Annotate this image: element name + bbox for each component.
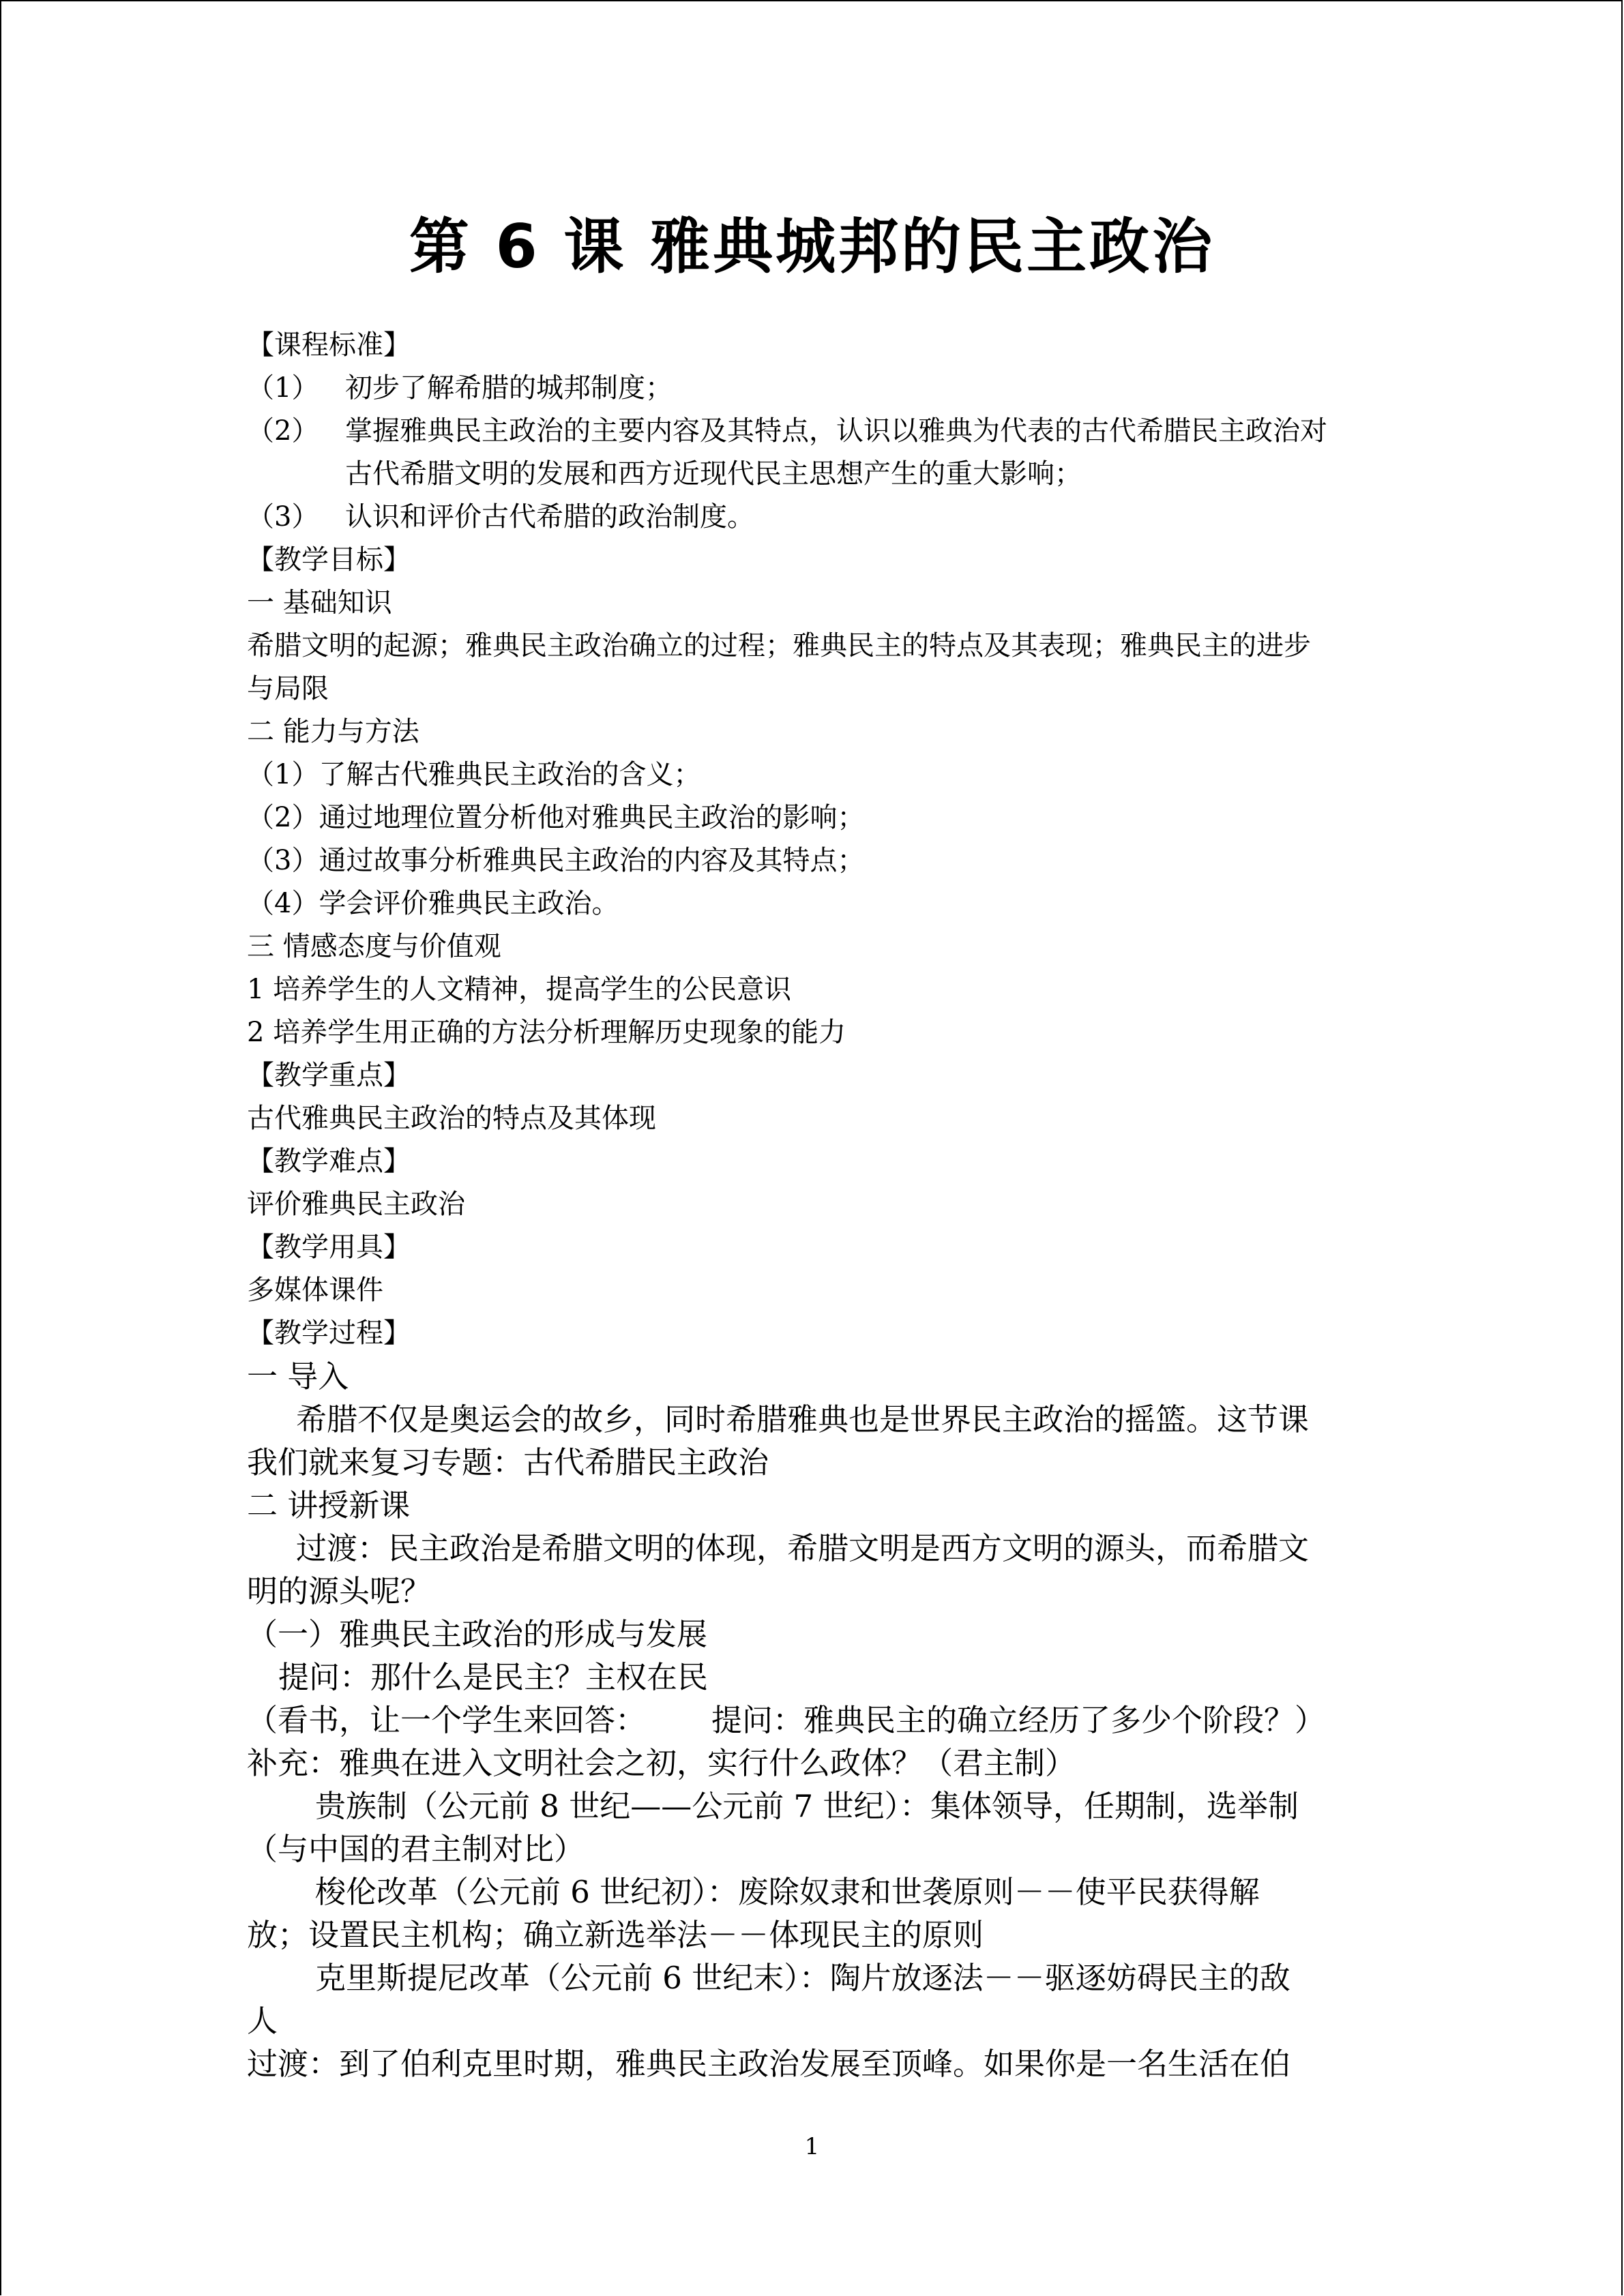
paragraph-line: 梭伦改革（公元前 6 世纪初）：废除奴隶和世袭原则－－使平民获得解 — [315, 1874, 1260, 1910]
list-item: （3）通过故事分析雅典民主政治的内容及其特点； — [247, 845, 865, 876]
curriculum-item — [247, 410, 1379, 453]
paragraph-line: 希腊不仅是奥运会的故乡，同时希腊雅典也是世界民主政治的摇篮。这节课 — [296, 1401, 1310, 1437]
goals-subheading: 三 情感态度与价值观 — [247, 931, 501, 962]
paragraph-line: 我们就来复习专题：古代希腊民主政治 — [247, 1444, 769, 1480]
paragraph-line: 人 — [247, 2003, 278, 2039]
paragraph-line: 补充：雅典在进入文明社会之初，实行什么政体？（君主制） — [247, 1745, 1076, 1781]
difficulty-heading: 【教学难点】 — [247, 1146, 411, 1177]
paragraph-line: 希腊文明的起源；雅典民主政治确立的过程；雅典民主的特点及其表现；雅典民主的进步 — [247, 630, 1311, 661]
paragraph-line: 过渡：到了伯利克里时期，雅典民主政治发展至顶峰。如果你是一名生活在伯 — [247, 2046, 1291, 2082]
list-item: 1 培养学生的人文精神，提高学生的公民意识 — [247, 974, 792, 1005]
section-title: （一）雅典民主政治的形成与发展 — [247, 1616, 708, 1652]
key-heading: 【教学重点】 — [247, 1060, 411, 1091]
goals-subheading: 二 能力与方法 — [247, 716, 419, 747]
goals-subheading: 一 基础知识 — [247, 587, 392, 618]
text-span: （看书，让一个学生来回答： — [247, 1702, 647, 1738]
curriculum-item — [247, 496, 1379, 539]
curriculum-heading: 【课程标准】 — [247, 329, 411, 361]
list-item: 2 培养学生用正确的方法分析理解历史现象的能力 — [247, 1017, 846, 1048]
intro-title: 一 导入 — [247, 1358, 349, 1395]
document-body — [247, 324, 1379, 2085]
item-number: （2） — [247, 415, 319, 447]
paragraph-line: 多媒体课件 — [247, 1274, 383, 1306]
item-text: 认识和评价古代希腊的政治制度。 — [345, 501, 754, 533]
curriculum-item — [247, 367, 1379, 410]
item-number: （1） — [247, 372, 319, 404]
item-text: 掌握雅典民主政治的主要内容及其特点，认识以雅典为代表的古代希腊民主政治对 — [345, 415, 1327, 447]
paragraph-line: 古代雅典民主政治的特点及其体现 — [247, 1103, 656, 1134]
list-item: （2）通过地理位置分析他对雅典民主政治的影响； — [247, 802, 865, 833]
tools-heading: 【教学用具】 — [247, 1232, 411, 1263]
paragraph-line: （与中国的君主制对比） — [247, 1831, 585, 1867]
list-item: （1）了解古代雅典民主政治的含义； — [247, 759, 701, 790]
item-number: （3） — [247, 501, 319, 533]
goals-heading: 【教学目标】 — [247, 544, 411, 576]
curriculum-item-continuation: 古代希腊文明的发展和西方近现代民主思想产生的重大影响； — [345, 458, 1082, 490]
paragraph-line: 贵族制（公元前 8 世纪——公元前 7 世纪）：集体领导，任期制，选举制 — [315, 1788, 1299, 1824]
page-number: 1 — [804, 2133, 820, 2160]
text-span: 提问：雅典民主的确立经历了多少个阶段？） — [711, 1702, 1326, 1738]
new-lesson-title: 二 讲授新课 — [247, 1487, 411, 1523]
paragraph-line: 放；设置民主机构；确立新选举法－－体现民主的原则 — [247, 1917, 984, 1953]
item-text: 初步了解希腊的城邦制度； — [345, 372, 673, 404]
paragraph-line: 评价雅典民主政治 — [247, 1189, 465, 1220]
paragraph-line: 与局限 — [247, 673, 329, 704]
paragraph-line: 过渡：民主政治是希腊文明的体现，希腊文明是西方文明的源头，而希腊文 — [296, 1530, 1310, 1566]
paragraph-line: 克里斯提尼改革（公元前 6 世纪末）：陶片放逐法－－驱逐妨碍民主的敌 — [315, 1960, 1290, 1996]
page-title: 第 6 课 雅典城邦的民主政治 — [409, 211, 1215, 282]
process-heading: 【教学过程】 — [247, 1317, 411, 1349]
paragraph-line: 提问：那什么是民主？主权在民 — [278, 1659, 709, 1695]
paragraph-line: 明的源头呢？ — [247, 1573, 432, 1609]
paragraph-line — [247, 1699, 1379, 1742]
list-item: （4）学会评价雅典民主政治。 — [247, 888, 619, 919]
